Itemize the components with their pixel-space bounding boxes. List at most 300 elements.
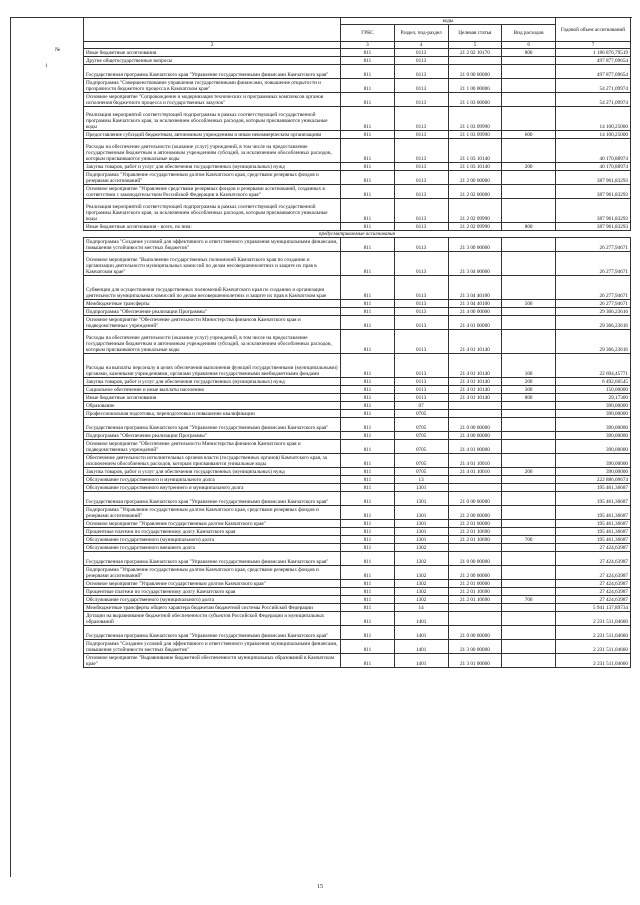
row-name: Основное мероприятие "Управление средствами резервных фондов и резервами ассигнований, созданных в соответствии с законодательством Российской Федерации и Камчатского края"	[84, 185, 341, 199]
target-cell: 21 2 02 10170	[448, 49, 502, 57]
grbs-cell: 811	[341, 654, 395, 668]
target-cell: 21 1 03 09990	[448, 131, 502, 139]
target-cell	[448, 402, 502, 410]
type-cell	[502, 544, 556, 552]
row-name: Основное мероприятие "Управление государственным долгом Камчатского края"	[84, 580, 341, 588]
grbs-column-header: ГРБС	[341, 25, 395, 42]
section-cell: 0113	[394, 93, 448, 107]
amount-cell: 14 100,25000	[556, 107, 631, 131]
type-cell	[502, 316, 556, 330]
row-name: Государственная программа Камчатского края "Управление государственными финансами Камчатского края"	[84, 418, 341, 432]
index-cell: 2	[84, 42, 341, 49]
target-cell: 21 3 01 00000	[448, 654, 502, 668]
number-column-header: №	[55, 47, 61, 53]
row-name: Расходы на обеспечение деятельности (оказание услуг) учреждений, в том числе на предоставление государственным бюджетным и автономным учреждениям субсидий, за исключением обособленных расходов, которым присваиваются уникальные коды	[84, 139, 341, 163]
grbs-cell: 811	[341, 252, 395, 276]
target-cell: 21 2 01 10690	[448, 528, 502, 536]
grbs-cell: 811	[341, 131, 395, 139]
type-cell	[502, 107, 556, 131]
target-cell: 21 2 01 00000	[448, 520, 502, 528]
section-cell: 0113	[394, 316, 448, 330]
table-row	[84, 402, 631, 410]
grbs-cell: 811	[341, 626, 395, 640]
target-cell	[448, 484, 502, 492]
table-row	[84, 131, 631, 139]
amount-cell: 387 961,83293	[556, 171, 631, 185]
grbs-cell: 811	[341, 506, 395, 520]
type-cell	[502, 57, 556, 65]
type-cell	[502, 492, 556, 506]
type-cell: 200	[502, 163, 556, 171]
table-row	[84, 640, 631, 654]
amount-cell: 390,00000	[556, 402, 631, 410]
section-cell: 0705	[394, 454, 448, 468]
table-row	[84, 492, 631, 506]
row-name: Социальное обеспечение и иные выплаты населению	[84, 386, 341, 394]
type-cell	[502, 520, 556, 528]
row-name: Иные бюджетные ассигнования	[84, 394, 341, 402]
amount-cell: 27 424,63987	[556, 596, 631, 604]
table-row	[84, 418, 631, 432]
row-name: Подпрограмма "Создание условий для эффективного и ответственного управления муниципальными финансами, повышения устойчивости местных бюджетов"	[84, 238, 341, 252]
target-cell	[448, 410, 502, 418]
row-name: Предоставление субсидий бюджетным, автономным учреждениям и иным некоммерческим организациям	[84, 131, 341, 139]
type-cell	[502, 580, 556, 588]
table-row	[84, 171, 631, 185]
column-index-row	[84, 42, 631, 49]
type-cell: 200	[502, 378, 556, 386]
grbs-cell: 811	[341, 394, 395, 402]
target-cell: 21 4 01 10140	[448, 378, 502, 386]
target-cell: 21 4 01 10140	[448, 394, 502, 402]
grbs-cell: 811	[341, 432, 395, 440]
section-cell: 0113	[394, 252, 448, 276]
target-cell: 21 3 00 00000	[448, 238, 502, 252]
table-row	[84, 308, 631, 316]
grbs-cell: 811	[341, 238, 395, 252]
table-row	[84, 440, 631, 454]
grbs-cell: 811	[341, 536, 395, 544]
grbs-cell: 811	[341, 528, 395, 536]
table-row	[84, 65, 631, 79]
row-name: Реализация мероприятий соответствующей подпрограммы в рамках соответствующей государственной программы Камчатского края, за исключением обособленных расходов, которым присваиваются уникальные коды	[84, 107, 341, 131]
amount-cell: 387 961,83293	[556, 223, 631, 231]
section-cell: 0113	[394, 308, 448, 316]
table-row	[84, 544, 631, 552]
amount-cell: 27 424,63987	[556, 544, 631, 552]
target-cell: 21 2 02 09990	[448, 223, 502, 231]
section-cell: 1301	[394, 520, 448, 528]
amount-cell: 2 231 511,04660	[556, 612, 631, 626]
target-cell: 21 1 03 10140	[448, 139, 502, 163]
grbs-cell: 811	[341, 492, 395, 506]
amount-cell: 390,00000	[556, 418, 631, 432]
section-cell: 1302	[394, 566, 448, 580]
grbs-cell: 811	[341, 476, 395, 484]
target-cell: 21 2 00 00000	[448, 171, 502, 185]
grbs-cell: 811	[341, 604, 395, 612]
amount-cell: 195 461,36687	[556, 528, 631, 536]
grbs-cell: 811	[341, 520, 395, 528]
row-name: Дотации на выравнивание бюджетной обеспеченности субъектов Российской Федерации и муниципальных образований	[84, 612, 341, 626]
table-row	[84, 580, 631, 588]
table-row	[84, 612, 631, 626]
section-cell: 14	[394, 604, 448, 612]
grbs-cell: 811	[341, 163, 395, 171]
section-cell: 0113	[394, 57, 448, 65]
amount-cell: 27 424,63987	[556, 552, 631, 566]
section-cell: 0113	[394, 171, 448, 185]
type-cell	[502, 276, 556, 300]
table-row	[84, 506, 631, 520]
amount-cell: 1 186 876,79519	[556, 49, 631, 57]
table-row	[84, 378, 631, 386]
table-row	[84, 596, 631, 604]
grbs-cell: 811	[341, 107, 395, 131]
type-cell	[502, 454, 556, 468]
type-cell	[502, 528, 556, 536]
section-cell: 1302	[394, 596, 448, 604]
amount-cell: 29 366,23616	[556, 316, 631, 330]
grbs-cell: 811	[341, 402, 395, 410]
row-name: Подпрограмма "Обеспечение реализации Программы"	[84, 308, 341, 316]
type-cell	[502, 432, 556, 440]
row-name: Подпрограмма "Совершенствование управления государственными финансами, повышение открытости и прозрачности бюджетного процесса в Камчатском крае"	[84, 79, 341, 93]
amount-cell: 387 961,83293	[556, 185, 631, 199]
table-row	[84, 454, 631, 468]
grbs-cell: 811	[341, 418, 395, 432]
section-cell: 1302	[394, 552, 448, 566]
row-name: Обеспечение деятельности исполнительных органов власти (государственных органов) Камчатского края, за исключением обособленных расходов, которым присваиваются уникальные коды	[84, 454, 341, 468]
type-cell: 700	[502, 536, 556, 544]
grbs-cell: 811	[341, 276, 395, 300]
type-cell	[502, 612, 556, 626]
name-column-header	[84, 18, 341, 42]
section-cell: 0113	[394, 79, 448, 93]
type-cell: 800	[502, 394, 556, 402]
section-cell: 1301	[394, 484, 448, 492]
type-cell	[502, 626, 556, 640]
amount-cell: 14 100,25000	[556, 131, 631, 139]
row-name: Государственная программа Камчатского края "Управление государственными финансами Камчатского края"	[84, 626, 341, 640]
section-cell: 07	[394, 402, 448, 410]
amount-cell: 195 461,36687	[556, 484, 631, 492]
target-cell: 21 2 00 00000	[448, 506, 502, 520]
amount-cell: 29 366,23616	[556, 330, 631, 354]
table-row	[84, 588, 631, 596]
target-cell: 21 2 01 10690	[448, 536, 502, 544]
row-name: Основное мероприятие "Сопровождение и модернизация технических и программных комплексов органов исполнения бюджетного процесса и государственных закупок"	[84, 93, 341, 107]
target-cell: 21 2 02 09990	[448, 199, 502, 223]
section-cell: 0113	[394, 107, 448, 131]
amount-cell: 54 271,09974	[556, 93, 631, 107]
type-cell: 600	[502, 131, 556, 139]
grbs-cell: 811	[341, 79, 395, 93]
row-name: Подпрограмма "Создание условий для эффективного и ответственного управления муниципальными финансами, повышения устойчивости местных бюджетов"	[84, 640, 341, 654]
grbs-cell: 811	[341, 484, 395, 492]
row-name: Закупка товаров, работ и услуг для обеспечения государственных (муниципальных) нужд	[84, 378, 341, 386]
table-row	[84, 654, 631, 668]
grbs-cell: 811	[341, 199, 395, 223]
table-row	[84, 252, 631, 276]
row-name: Иные бюджетные ассигнования	[84, 49, 341, 57]
type-cell	[502, 185, 556, 199]
section-cell: 0113	[394, 330, 448, 354]
target-cell: 21 2 01 10690	[448, 596, 502, 604]
target-cell	[448, 604, 502, 612]
target-cell: 21 4 01 10010	[448, 468, 502, 476]
section-cell: 1302	[394, 544, 448, 552]
section-cell: 0113	[394, 386, 448, 394]
grbs-cell: 811	[341, 612, 395, 626]
target-cell: 21 4 01 10140	[448, 330, 502, 354]
row-name: Межбюджетные трансферты	[84, 300, 341, 308]
target-column-header: Целевая статья	[448, 25, 502, 42]
type-column-header: Вид расходов	[502, 25, 556, 42]
section-cell: 1301	[394, 506, 448, 520]
amount-cell: 26 277,94671	[556, 300, 631, 308]
section-cell: 1301	[394, 536, 448, 544]
table-row	[84, 49, 631, 57]
table-row	[84, 57, 631, 65]
type-cell	[502, 330, 556, 354]
section-cell: 0113	[394, 199, 448, 223]
type-cell	[502, 604, 556, 612]
row-name: Профессиональная подготовка, переподготовка и повышение квалификации	[84, 410, 341, 418]
section-cell: 1401	[394, 640, 448, 654]
section-cell: 0705	[394, 410, 448, 418]
target-cell: 21 0 00 00000	[448, 418, 502, 432]
row-name: Обслуживание государственного (муниципального) долга	[84, 536, 341, 544]
type-cell	[502, 588, 556, 596]
target-cell: 21 1 03 00000	[448, 93, 502, 107]
type-cell	[502, 476, 556, 484]
target-cell	[448, 476, 502, 484]
grbs-cell: 811	[341, 580, 395, 588]
grbs-cell: 811	[341, 640, 395, 654]
row-name: Подпрограмма "Управление государственным долгом Камчатского края, средствами резервных фондов и резервами ассигнований"	[84, 506, 341, 520]
type-cell: 100	[502, 354, 556, 378]
codes-group-header: коды	[341, 18, 556, 25]
table-row	[84, 520, 631, 528]
amount-cell: 27 424,63987	[556, 580, 631, 588]
target-cell: 21 1 00 00000	[448, 79, 502, 93]
type-cell	[502, 139, 556, 163]
table-row	[84, 300, 631, 308]
table-row	[84, 484, 631, 492]
amount-cell: 29,17300	[556, 394, 631, 402]
index-cell: 4	[394, 42, 448, 49]
amount-cell: 5 941 137,89734	[556, 604, 631, 612]
target-cell: 21 4 00 00000	[448, 432, 502, 440]
amount-cell: 195 461,36687	[556, 536, 631, 544]
type-cell	[502, 93, 556, 107]
table-row	[84, 410, 631, 418]
type-cell	[502, 654, 556, 668]
section-cell: 0113	[394, 354, 448, 378]
section-cell: 0705	[394, 440, 448, 454]
section-cell: 0113	[394, 65, 448, 79]
row-name: Обслуживание государственного и муниципального долга	[84, 476, 341, 484]
page-number: 15	[317, 884, 323, 890]
amount-cell: 497 877,09654	[556, 57, 631, 65]
row-name: Основное мероприятие "Выполнение государственных полномочий Камчатского края по созданию и организации деятельности муниципальных комиссий по делам несовершеннолетних и защите их прав в Камчатском крае"	[84, 252, 341, 276]
section-cell: 0113	[394, 300, 448, 308]
amount-cell: 390,00000	[556, 432, 631, 440]
amount-cell: 40 170,88974	[556, 139, 631, 163]
target-cell: 21 3 00 00000	[448, 640, 502, 654]
note-row	[84, 231, 631, 238]
row-name: Образование	[84, 402, 341, 410]
grbs-cell: 811	[341, 93, 395, 107]
row-name: Расходы на выплаты персоналу в целях обеспечения выполнения функций государственными (муниципальными) органами, казенными учреждениями, органами управления государственными внебюджетными фондами	[84, 354, 341, 378]
grbs-cell: 811	[341, 468, 395, 476]
target-cell: 21 1 03 09990	[448, 107, 502, 131]
type-cell	[502, 552, 556, 566]
table-row	[84, 354, 631, 378]
grbs-cell: 811	[341, 378, 395, 386]
grbs-cell: 811	[341, 316, 395, 330]
table-row	[84, 386, 631, 394]
grbs-cell: 811	[341, 308, 395, 316]
section-cell: 1301	[394, 528, 448, 536]
target-cell: 21 3 04 40100	[448, 276, 502, 300]
row-name: Подпрограмма "Управление государственным долгом Камчатского края, средствами резервных фондов и резервами ассигнований"	[84, 171, 341, 185]
section-cell: 0705	[394, 418, 448, 432]
type-cell	[502, 238, 556, 252]
section-cell: 0705	[394, 468, 448, 476]
grbs-cell: 811	[341, 354, 395, 378]
table-row	[84, 223, 631, 231]
row-name: Обслуживание государственного внешнего долга	[84, 544, 341, 552]
table-row	[84, 432, 631, 440]
amount-cell: 387 961,83293	[556, 199, 631, 223]
section-cell: 1401	[394, 626, 448, 640]
section-cell: 1401	[394, 612, 448, 626]
target-cell: 21 1 03 10140	[448, 163, 502, 171]
row-name: Основное мероприятие "Обеспечение деятельности Министерства финансов Камчатского края и подведомственных учреждений"	[84, 440, 341, 454]
row-name: Реализация мероприятий соответствующей подпрограммы в рамках соответствующей государственной программы Камчатского края, за исключением обособленных расходов, которым присваиваются уникальные коды	[84, 199, 341, 223]
type-cell	[502, 440, 556, 454]
table-row	[84, 330, 631, 354]
amount-cell: 54 271,09974	[556, 79, 631, 93]
table-row	[84, 185, 631, 199]
row-name: Закупка товаров, работ и услуг для обеспечения государственных (муниципальных) нужд	[84, 468, 341, 476]
amount-cell: 150,00000	[556, 386, 631, 394]
type-cell	[502, 484, 556, 492]
table-row	[84, 107, 631, 131]
table-row	[84, 79, 631, 93]
section-cell: 0113	[394, 185, 448, 199]
target-cell	[448, 544, 502, 552]
grbs-cell: 811	[341, 185, 395, 199]
grbs-cell: 811	[341, 454, 395, 468]
section-cell: 0113	[394, 394, 448, 402]
section-cell: 0113	[394, 378, 448, 386]
target-cell: 21 0 00 00000	[448, 65, 502, 79]
amount-cell: 27 424,63987	[556, 588, 631, 596]
row-name: Процентные платежи по государственному долгу Камчатского края	[84, 528, 341, 536]
table-row	[84, 476, 631, 484]
section-cell: 1401	[394, 654, 448, 668]
type-cell	[502, 308, 556, 316]
amount-cell: 497 877,09654	[556, 65, 631, 79]
grbs-cell: 811	[341, 440, 395, 454]
section-cell: 1302	[394, 588, 448, 596]
row-name: Иные бюджетные ассигнования - всего, по ним:	[84, 223, 341, 231]
amount-cell: 22 694,45771	[556, 354, 631, 378]
section-cell: 13	[394, 476, 448, 484]
grbs-cell: 811	[341, 139, 395, 163]
row-name: Расходы на обеспечение деятельности (оказание услуг) учреждений, в том числе на предоставление государственным бюджетным и автономным учреждениям субсидий, за исключением обособленных расходов, которым присваиваются уникальные коды	[84, 330, 341, 354]
table-row	[84, 316, 631, 330]
amount-cell: 390,00000	[556, 454, 631, 468]
grbs-cell: 811	[341, 223, 395, 231]
amount-cell: 222 886,00674	[556, 476, 631, 484]
target-cell: 21 2 01 00000	[448, 580, 502, 588]
section-cell: 0113	[394, 49, 448, 57]
type-cell: 300	[502, 386, 556, 394]
amount-cell: 390,00000	[556, 410, 631, 418]
row-name: Государственная программа Камчатского края "Управление государственными финансами Камчатского края"	[84, 65, 341, 79]
index-cell: 7	[556, 42, 631, 49]
row-name: Основное мероприятие "Обеспечение деятельности Министерства финансов Камчатского края и подведомственных учреждений"	[84, 316, 341, 330]
type-cell	[502, 199, 556, 223]
table-row	[84, 139, 631, 163]
section-cell: 0113	[394, 276, 448, 300]
target-cell	[448, 612, 502, 626]
type-cell	[502, 418, 556, 432]
type-cell	[502, 171, 556, 185]
section-cell: 0113	[394, 163, 448, 171]
amount-cell: 195 461,36687	[556, 520, 631, 528]
row-name: Процентные платежи по государственному долгу Камчатского края	[84, 588, 341, 596]
grbs-cell: 811	[341, 65, 395, 79]
grbs-cell: 811	[341, 386, 395, 394]
index-cell: 6	[502, 42, 556, 49]
target-cell: 21 4 01 00000	[448, 316, 502, 330]
row-name: Подпрограмма "Управление государственным долгом Камчатского края, средствами резервных фондов и резервами ассигнований"	[84, 566, 341, 580]
row-name: Обслуживание государственного (муниципального) долга	[84, 596, 341, 604]
target-cell	[448, 57, 502, 65]
type-cell: 800	[502, 49, 556, 57]
amount-cell: 40 170,88974	[556, 163, 631, 171]
amount-cell: 195 461,36687	[556, 506, 631, 520]
table-row	[84, 536, 631, 544]
type-cell	[502, 65, 556, 79]
type-cell	[502, 566, 556, 580]
amount-cell: 2 231 511,04660	[556, 626, 631, 640]
target-cell: 21 4 01 00000	[448, 440, 502, 454]
table-body	[84, 49, 631, 668]
amount-cell: 2 231 511,04660	[556, 654, 631, 668]
row-name: Другие общегосударственные вопросы	[84, 57, 341, 65]
section-cell: 0113	[394, 223, 448, 231]
row-name: Основное мероприятие "Управление государственным долгом Камчатского края"	[84, 520, 341, 528]
table-row	[84, 566, 631, 580]
table-row	[84, 552, 631, 566]
target-cell: 21 4 01 10140	[448, 354, 502, 378]
table-row	[84, 276, 631, 300]
table-row	[84, 468, 631, 476]
target-cell: 21 4 00 00000	[448, 308, 502, 316]
amount-cell: 26 277,94671	[556, 276, 631, 300]
target-cell: 21 4 01 10140	[448, 386, 502, 394]
target-cell: 21 4 01 10010	[448, 454, 502, 468]
first-row-number: 1	[45, 64, 48, 69]
table-row	[84, 238, 631, 252]
row-name: Закупка товаров, работ и услуг для обеспечения государственных (муниципальных) нужд	[84, 163, 341, 171]
